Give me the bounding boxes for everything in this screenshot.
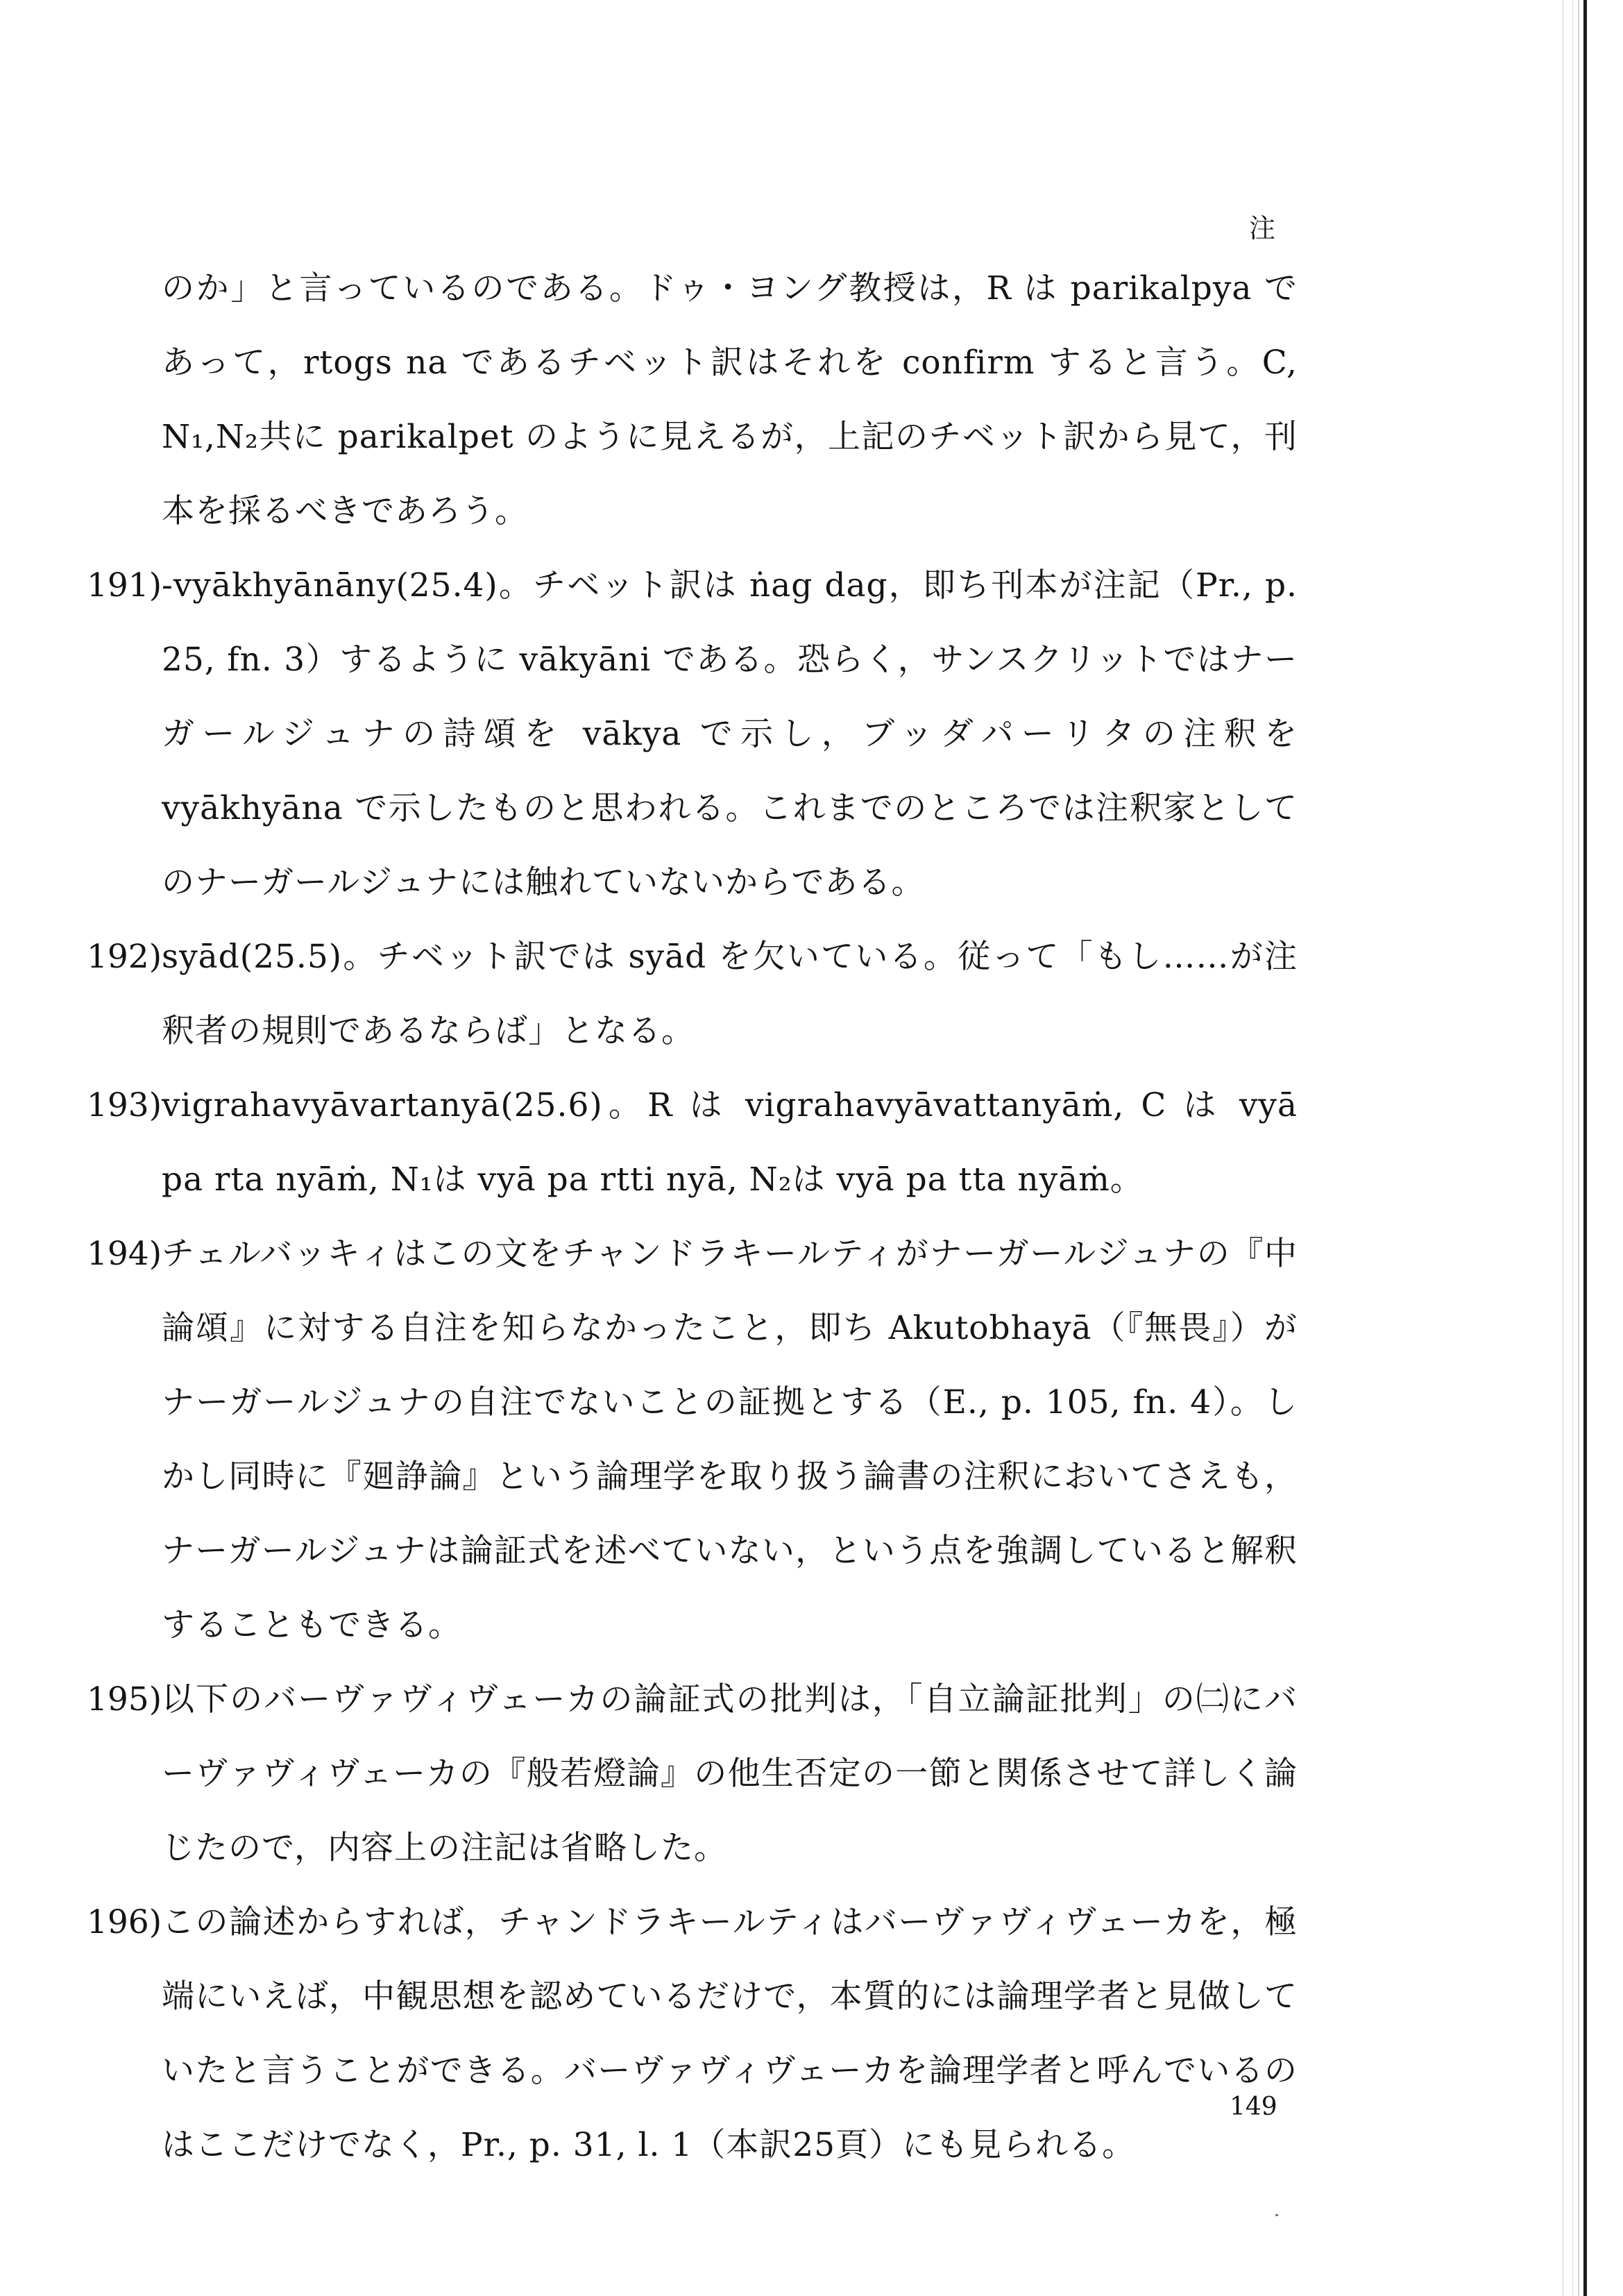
book-spine-edge [1583, 0, 1587, 2296]
note-item [87, 548, 1298, 920]
note-text: この論述からすれば，チャンドラキールティはバーヴァヴィヴェーカを，極端にいえば，中観思想を認めているだけで，本質的には論理学者と見做していたと言うことができる。バーヴァヴィヴェーカを論理学者と呼んでいるのはここだけでなく，Pr., p. 31, l. 1（本訳25頁）にも見られる。 [162, 1903, 1298, 2164]
note-item [87, 920, 1298, 1068]
scan-speck [1275, 2214, 1278, 2216]
continued-note-text: のか」と言っているのである。ドゥ・ヨング教授は，R は parikalpya であって，rtogs na であるチベット訳はそれを confirm すると言う。C, N₁,N₂共に parikalpet のように見えるが，上記のチベット訳から見て，刊本を採るべきであろう。 [162, 269, 1298, 530]
note-number: 191) [87, 566, 162, 605]
note-number: 196) [87, 1903, 162, 1941]
note-number: 193) [87, 1086, 162, 1124]
note-text: -vyākhyānāny(25.4)。チベット訳は ṅag dag，即ち刊本が注記（Pr., p. 25, fn. 3）するように vākyāni である。恐らく，サンスクリットではナーガールジュナの詩頌を vākya で示し，ブッダパーリタの注釈を vyākhyāna で示したものと思われる。これまでのところでは注釈家としてのナーガールジュナには触れていないからである。 [162, 566, 1298, 902]
page-number: 149 [1230, 2093, 1277, 2121]
note-number: 195) [87, 1680, 162, 1719]
scan-edge-line [1572, 0, 1573, 2296]
note-item [87, 1068, 1298, 1217]
note-text: 以下のバーヴァヴィヴェーカの論証式の批判は，「自立論証批判」の㈡にバーヴァヴィヴェーカの『般若燈論』の他生否定の一節と関係させて詳しく論じたので，内容上の注記は省略した。 [162, 1680, 1298, 1867]
note-text: vigrahavyāvartanyā(25.6)。R は vigrahavyāvattanyāṁ, C は vyā pa rta nyāṁ, N₁は vyā pa rtti nyā, N₂は vyā pa tta nyāṁ。 [162, 1086, 1298, 1199]
note-item [87, 1885, 1298, 2182]
note-number: 192) [87, 938, 162, 976]
notes-body [87, 251, 1298, 2182]
note-item [87, 1662, 1298, 1885]
note-item [87, 1217, 1298, 1662]
note-text: syād(25.5)。チベット訳では syād を欠いている。従って「もし……が注釈者の規則であるならば」となる。 [162, 938, 1298, 1050]
note-number: 194) [87, 1235, 162, 1273]
running-head: 注 [1249, 213, 1276, 244]
note-text: チェルバッキィはこの文をチャンドラキールティがナーガールジュナの『中論頌』に対する自注を知らなかったこと，即ち Akutobhayā（『無畏』）がナーガールジュナの自注でないことの証拠とする（E., p. 105, fn. 4）。しかし同時に『廻諍論』という論理学を取り扱う論書の注釈においてさえも，ナーガールジュナは論証式を述べていない，という点を強調していると解釈することもできる。 [162, 1235, 1298, 1644]
scan-edge-line [1578, 0, 1579, 2296]
